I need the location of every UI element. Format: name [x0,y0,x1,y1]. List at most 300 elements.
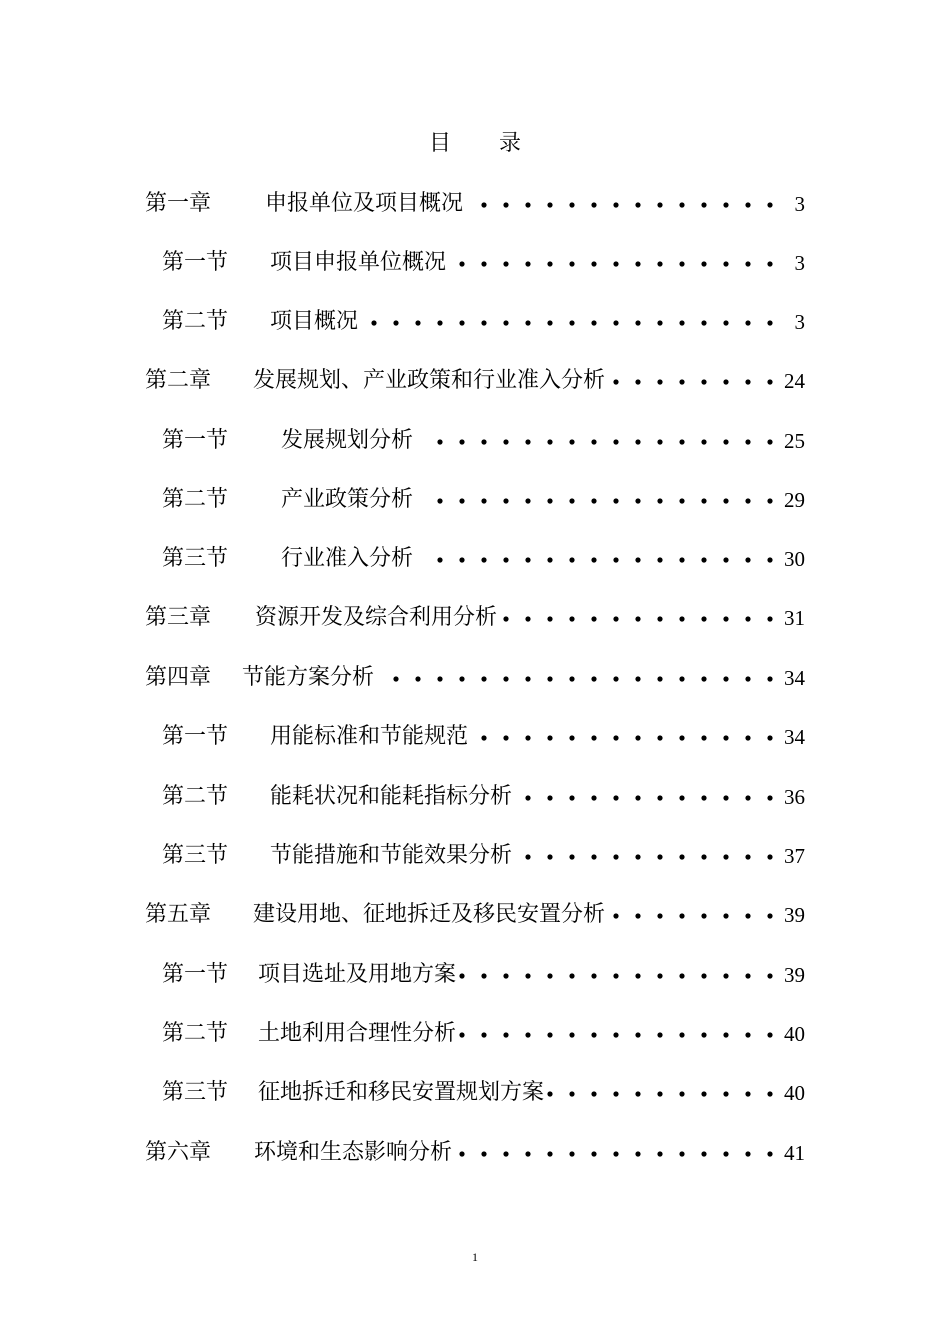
leader-dot [635,557,640,562]
leader-dot [547,676,552,681]
leader-dot [723,913,728,918]
leader-dot [569,557,574,562]
leader-dot [701,498,706,503]
leader-dot [591,261,596,266]
leader-dot [679,498,684,503]
entry-page-number: 37 [784,844,805,868]
leader-dot [657,557,662,562]
page-number: 1 [472,1250,478,1264]
toc-entry[interactable] [0,717,950,757]
leader-dot [503,439,508,444]
toc-entry[interactable] [0,658,950,698]
leader-dot [525,320,530,325]
leader-dot [481,676,486,681]
dot-leader [0,717,950,757]
leader-dot [701,676,706,681]
leader-dot [591,735,596,740]
leader-dot [503,1032,508,1037]
entry-title: 发展规划、产业政策和行业准入分析 [253,368,606,393]
section-label: 第三节 [162,1080,229,1105]
entry-title: 项目概况 [270,309,359,334]
leader-dot [635,676,640,681]
leader-dot [723,795,728,800]
leader-dot [591,439,596,444]
entry-title: 环境和生态影响分析 [254,1140,453,1165]
leader-dot [613,379,618,384]
leader-dot [613,261,618,266]
leader-dot [723,1091,728,1096]
leader-dot [547,735,552,740]
toc-entry[interactable] [0,421,950,461]
dot-leader [0,1014,950,1054]
leader-dot [437,557,442,562]
leader-dot [503,261,508,266]
leader-dot [723,676,728,681]
dot-leader [0,1133,950,1173]
entry-title: 征地拆迁和移民安置规划方案 [258,1080,545,1105]
entry-page-number: 3 [794,192,805,216]
leader-dot [635,795,640,800]
chapter-label: 第四章 [145,665,212,690]
leader-dot [613,795,618,800]
leader-dot [723,202,728,207]
leader-dot [481,439,486,444]
leader-dot [613,439,618,444]
leader-dot [525,261,530,266]
entry-page-number: 31 [784,606,805,630]
leader-dot [569,676,574,681]
toc-entry[interactable] [0,539,950,579]
leader-dot [591,498,596,503]
entry-title: 建设用地、征地拆迁及移民安置分析 [253,902,606,927]
leader-dot [767,913,772,918]
leader-dot [547,1091,552,1096]
entry-title: 节能方案分析 [242,665,375,690]
leader-dot [503,973,508,978]
leader-dot [745,973,750,978]
leader-dot [569,202,574,207]
chapter-label: 第二章 [145,368,212,393]
entry-title: 项目申报单位概况 [270,250,447,275]
dot-leader [0,777,950,817]
leader-dot [657,1032,662,1037]
leader-dot [459,498,464,503]
leader-dot [701,735,706,740]
leader-dot [591,1091,596,1096]
leader-dot [635,202,640,207]
leader-dot [569,735,574,740]
entry-page-number: 39 [784,903,805,927]
entry-page-number: 40 [784,1081,805,1105]
chapter-label: 第三章 [145,605,212,630]
toc-heading [0,126,950,162]
leader-dot [525,854,530,859]
leader-dot [767,854,772,859]
leader-dot [657,1091,662,1096]
leader-dot [657,854,662,859]
section-label: 第一节 [162,724,229,749]
leader-dot [503,202,508,207]
leader-dot [459,1032,464,1037]
leader-dot [547,202,552,207]
leader-dot [481,557,486,562]
leader-dot [701,202,706,207]
entry-title: 土地利用合理性分析 [258,1021,457,1046]
leader-dot [723,854,728,859]
leader-dot [635,1151,640,1156]
leader-dot [437,498,442,503]
entry-page-number: 39 [784,963,805,987]
leader-dot [613,676,618,681]
entry-title: 申报单位及项目概况 [265,191,464,216]
leader-dot [657,973,662,978]
leader-dot [657,379,662,384]
leader-dot [481,498,486,503]
leader-dot [679,1091,684,1096]
leader-dot [679,913,684,918]
leader-dot [437,439,442,444]
dot-leader [0,539,950,579]
leader-dot [591,1032,596,1037]
leader-dot [459,557,464,562]
leader-dot [613,202,618,207]
toc-entry[interactable] [0,895,950,935]
leader-dot [525,616,530,621]
leader-dot [613,320,618,325]
dot-leader [0,836,950,876]
leader-dot [481,1151,486,1156]
leader-dot [437,676,442,681]
leader-dot [525,676,530,681]
leader-dot [525,1151,530,1156]
leader-dot [415,320,420,325]
leader-dot [459,1151,464,1156]
leader-dot [525,795,530,800]
leader-dot [745,676,750,681]
leader-dot [767,676,772,681]
entry-page-number: 3 [794,310,805,334]
chapter-label: 第一章 [145,191,212,216]
entry-title: 发展规划分析 [281,428,414,453]
leader-dot [635,379,640,384]
leader-dot [767,320,772,325]
section-label: 第三节 [162,546,229,571]
leader-dot [393,676,398,681]
leader-dot [613,1091,618,1096]
leader-dot [679,1032,684,1037]
entry-title: 项目选址及用地方案 [258,962,457,987]
leader-dot [613,854,618,859]
leader-dot [525,973,530,978]
leader-dot [767,616,772,621]
leader-dot [591,973,596,978]
entry-page-number: 25 [784,429,805,453]
toc-heading-char-1: 目 [428,131,451,156]
leader-dot [701,1151,706,1156]
leader-dot [547,439,552,444]
leader-dot [657,616,662,621]
leader-dot [503,616,508,621]
chapter-label: 第六章 [145,1140,212,1165]
leader-dot [613,735,618,740]
leader-dot [767,202,772,207]
section-label: 第一节 [162,428,229,453]
toc-entry[interactable] [0,361,950,401]
entry-page-number: 34 [784,725,805,749]
leader-dot [481,735,486,740]
leader-dot [635,261,640,266]
leader-dot [745,439,750,444]
leader-dot [547,1032,552,1037]
toc-entry[interactable] [0,184,950,224]
dot-leader [0,598,950,638]
leader-dot [393,320,398,325]
toc-entry[interactable] [0,243,950,283]
entry-page-number: 30 [784,547,805,571]
leader-dot [745,498,750,503]
leader-dot [591,676,596,681]
leader-dot [701,439,706,444]
leader-dot [679,557,684,562]
leader-dot [701,379,706,384]
leader-dot [503,320,508,325]
leader-dot [591,557,596,562]
leader-dot [767,1091,772,1096]
leader-dot [503,1151,508,1156]
leader-dot [701,320,706,325]
leader-dot [591,854,596,859]
entry-title: 能耗状况和能耗指标分析 [270,784,513,809]
leader-dot [635,439,640,444]
leader-dot [613,557,618,562]
leader-dot [723,557,728,562]
leader-dot [723,379,728,384]
leader-dot [767,795,772,800]
leader-dot [657,676,662,681]
leader-dot [701,261,706,266]
leader-dot [547,557,552,562]
leader-dot [635,913,640,918]
leader-dot [525,557,530,562]
entry-page-number: 41 [784,1141,805,1165]
leader-dot [679,320,684,325]
leader-dot [481,202,486,207]
leader-dot [701,913,706,918]
leader-dot [657,320,662,325]
leader-dot [635,973,640,978]
leader-dot [657,1151,662,1156]
leader-dot [525,439,530,444]
leader-dot [525,202,530,207]
leader-dot [767,379,772,384]
leader-dot [613,616,618,621]
leader-dot [745,854,750,859]
leader-dot [745,1032,750,1037]
dot-leader [0,895,950,935]
leader-dot [723,973,728,978]
leader-dot [701,795,706,800]
leader-dot [547,1151,552,1156]
leader-dot [657,735,662,740]
dot-leader [0,184,950,224]
leader-dot [767,1032,772,1037]
leader-dot [459,676,464,681]
entry-title: 行业准入分析 [281,546,414,571]
leader-dot [679,439,684,444]
leader-dot [723,498,728,503]
entry-page-number: 34 [784,666,805,690]
toc-entry[interactable] [0,1133,950,1173]
leader-dot [679,261,684,266]
leader-dot [745,320,750,325]
leader-dot [569,1032,574,1037]
leader-dot [723,1032,728,1037]
entry-title: 用能标准和节能规范 [270,724,469,749]
leader-dot [635,616,640,621]
leader-dot [745,1091,750,1096]
leader-dot [569,616,574,621]
leader-dot [679,676,684,681]
leader-dot [613,498,618,503]
leader-dot [723,616,728,621]
leader-dot [745,795,750,800]
leader-dot [679,795,684,800]
leader-dot [657,202,662,207]
leader-dot [569,439,574,444]
leader-dot [503,676,508,681]
entry-title: 资源开发及综合利用分析 [255,605,498,630]
leader-dot [503,498,508,503]
leader-dot [745,913,750,918]
leader-dot [679,616,684,621]
leader-dot [569,1151,574,1156]
leader-dot [569,261,574,266]
section-label: 第三节 [162,843,229,868]
leader-dot [371,320,376,325]
section-label: 第二节 [162,784,229,809]
toc-entry[interactable] [0,955,950,995]
leader-dot [459,439,464,444]
leader-dot [635,498,640,503]
leader-dot [767,498,772,503]
toc-heading-char-2: 录 [499,131,522,156]
leader-dot [745,735,750,740]
leader-dot [701,557,706,562]
leader-dot [745,557,750,562]
leader-dot [767,735,772,740]
leader-dot [723,735,728,740]
leader-dot [657,795,662,800]
leader-dot [569,320,574,325]
entry-page-number: 24 [784,369,805,393]
chapter-label: 第五章 [145,902,212,927]
leader-dot [525,1032,530,1037]
section-label: 第二节 [162,309,229,334]
leader-dot [591,202,596,207]
leader-dot [613,973,618,978]
leader-dot [613,1151,618,1156]
leader-dot [657,439,662,444]
leader-dot [679,973,684,978]
section-label: 第二节 [162,487,229,512]
leader-dot [657,261,662,266]
leader-dot [547,320,552,325]
leader-dot [657,913,662,918]
leader-dot [701,1091,706,1096]
toc-entry[interactable] [0,480,950,520]
toc-entry[interactable] [0,598,950,638]
leader-dot [745,379,750,384]
leader-dot [591,795,596,800]
leader-dot [547,973,552,978]
leader-dot [679,379,684,384]
leader-dot [767,557,772,562]
dot-leader [0,955,950,995]
leader-dot [569,498,574,503]
leader-dot [613,913,618,918]
leader-dot [745,261,750,266]
leader-dot [745,616,750,621]
leader-dot [723,1151,728,1156]
leader-dot [459,320,464,325]
leader-dot [679,854,684,859]
dot-leader [0,1073,950,1113]
leader-dot [767,973,772,978]
leader-dot [569,973,574,978]
toc-entry[interactable] [0,836,950,876]
leader-dot [591,1151,596,1156]
leader-dot [569,1091,574,1096]
leader-dot [679,1151,684,1156]
leader-dot [481,973,486,978]
leader-dot [459,261,464,266]
leader-dot [701,1032,706,1037]
toc-entry[interactable] [0,1073,950,1113]
leader-dot [547,261,552,266]
leader-dot [525,498,530,503]
leader-dot [723,261,728,266]
leader-dot [569,854,574,859]
leader-dot [745,202,750,207]
toc-entry[interactable] [0,777,950,817]
leader-dot [415,676,420,681]
leader-dot [459,973,464,978]
leader-dot [723,320,728,325]
leader-dot [723,439,728,444]
toc-entry[interactable] [0,1014,950,1054]
leader-dot [767,1151,772,1156]
leader-dot [745,1151,750,1156]
toc-entry[interactable] [0,302,950,342]
leader-dot [503,557,508,562]
entry-page-number: 40 [784,1022,805,1046]
leader-dot [635,735,640,740]
dot-leader [0,361,950,401]
dot-leader [0,302,950,342]
section-label: 第一节 [162,250,229,275]
entry-page-number: 3 [794,251,805,275]
entry-title: 产业政策分析 [281,487,414,512]
section-label: 第一节 [162,962,229,987]
leader-dot [481,320,486,325]
leader-dot [679,735,684,740]
dot-leader [0,243,950,283]
leader-dot [481,1032,486,1037]
dot-leader [0,421,950,461]
dot-leader [0,480,950,520]
leader-dot [767,261,772,266]
leader-dot [437,320,442,325]
